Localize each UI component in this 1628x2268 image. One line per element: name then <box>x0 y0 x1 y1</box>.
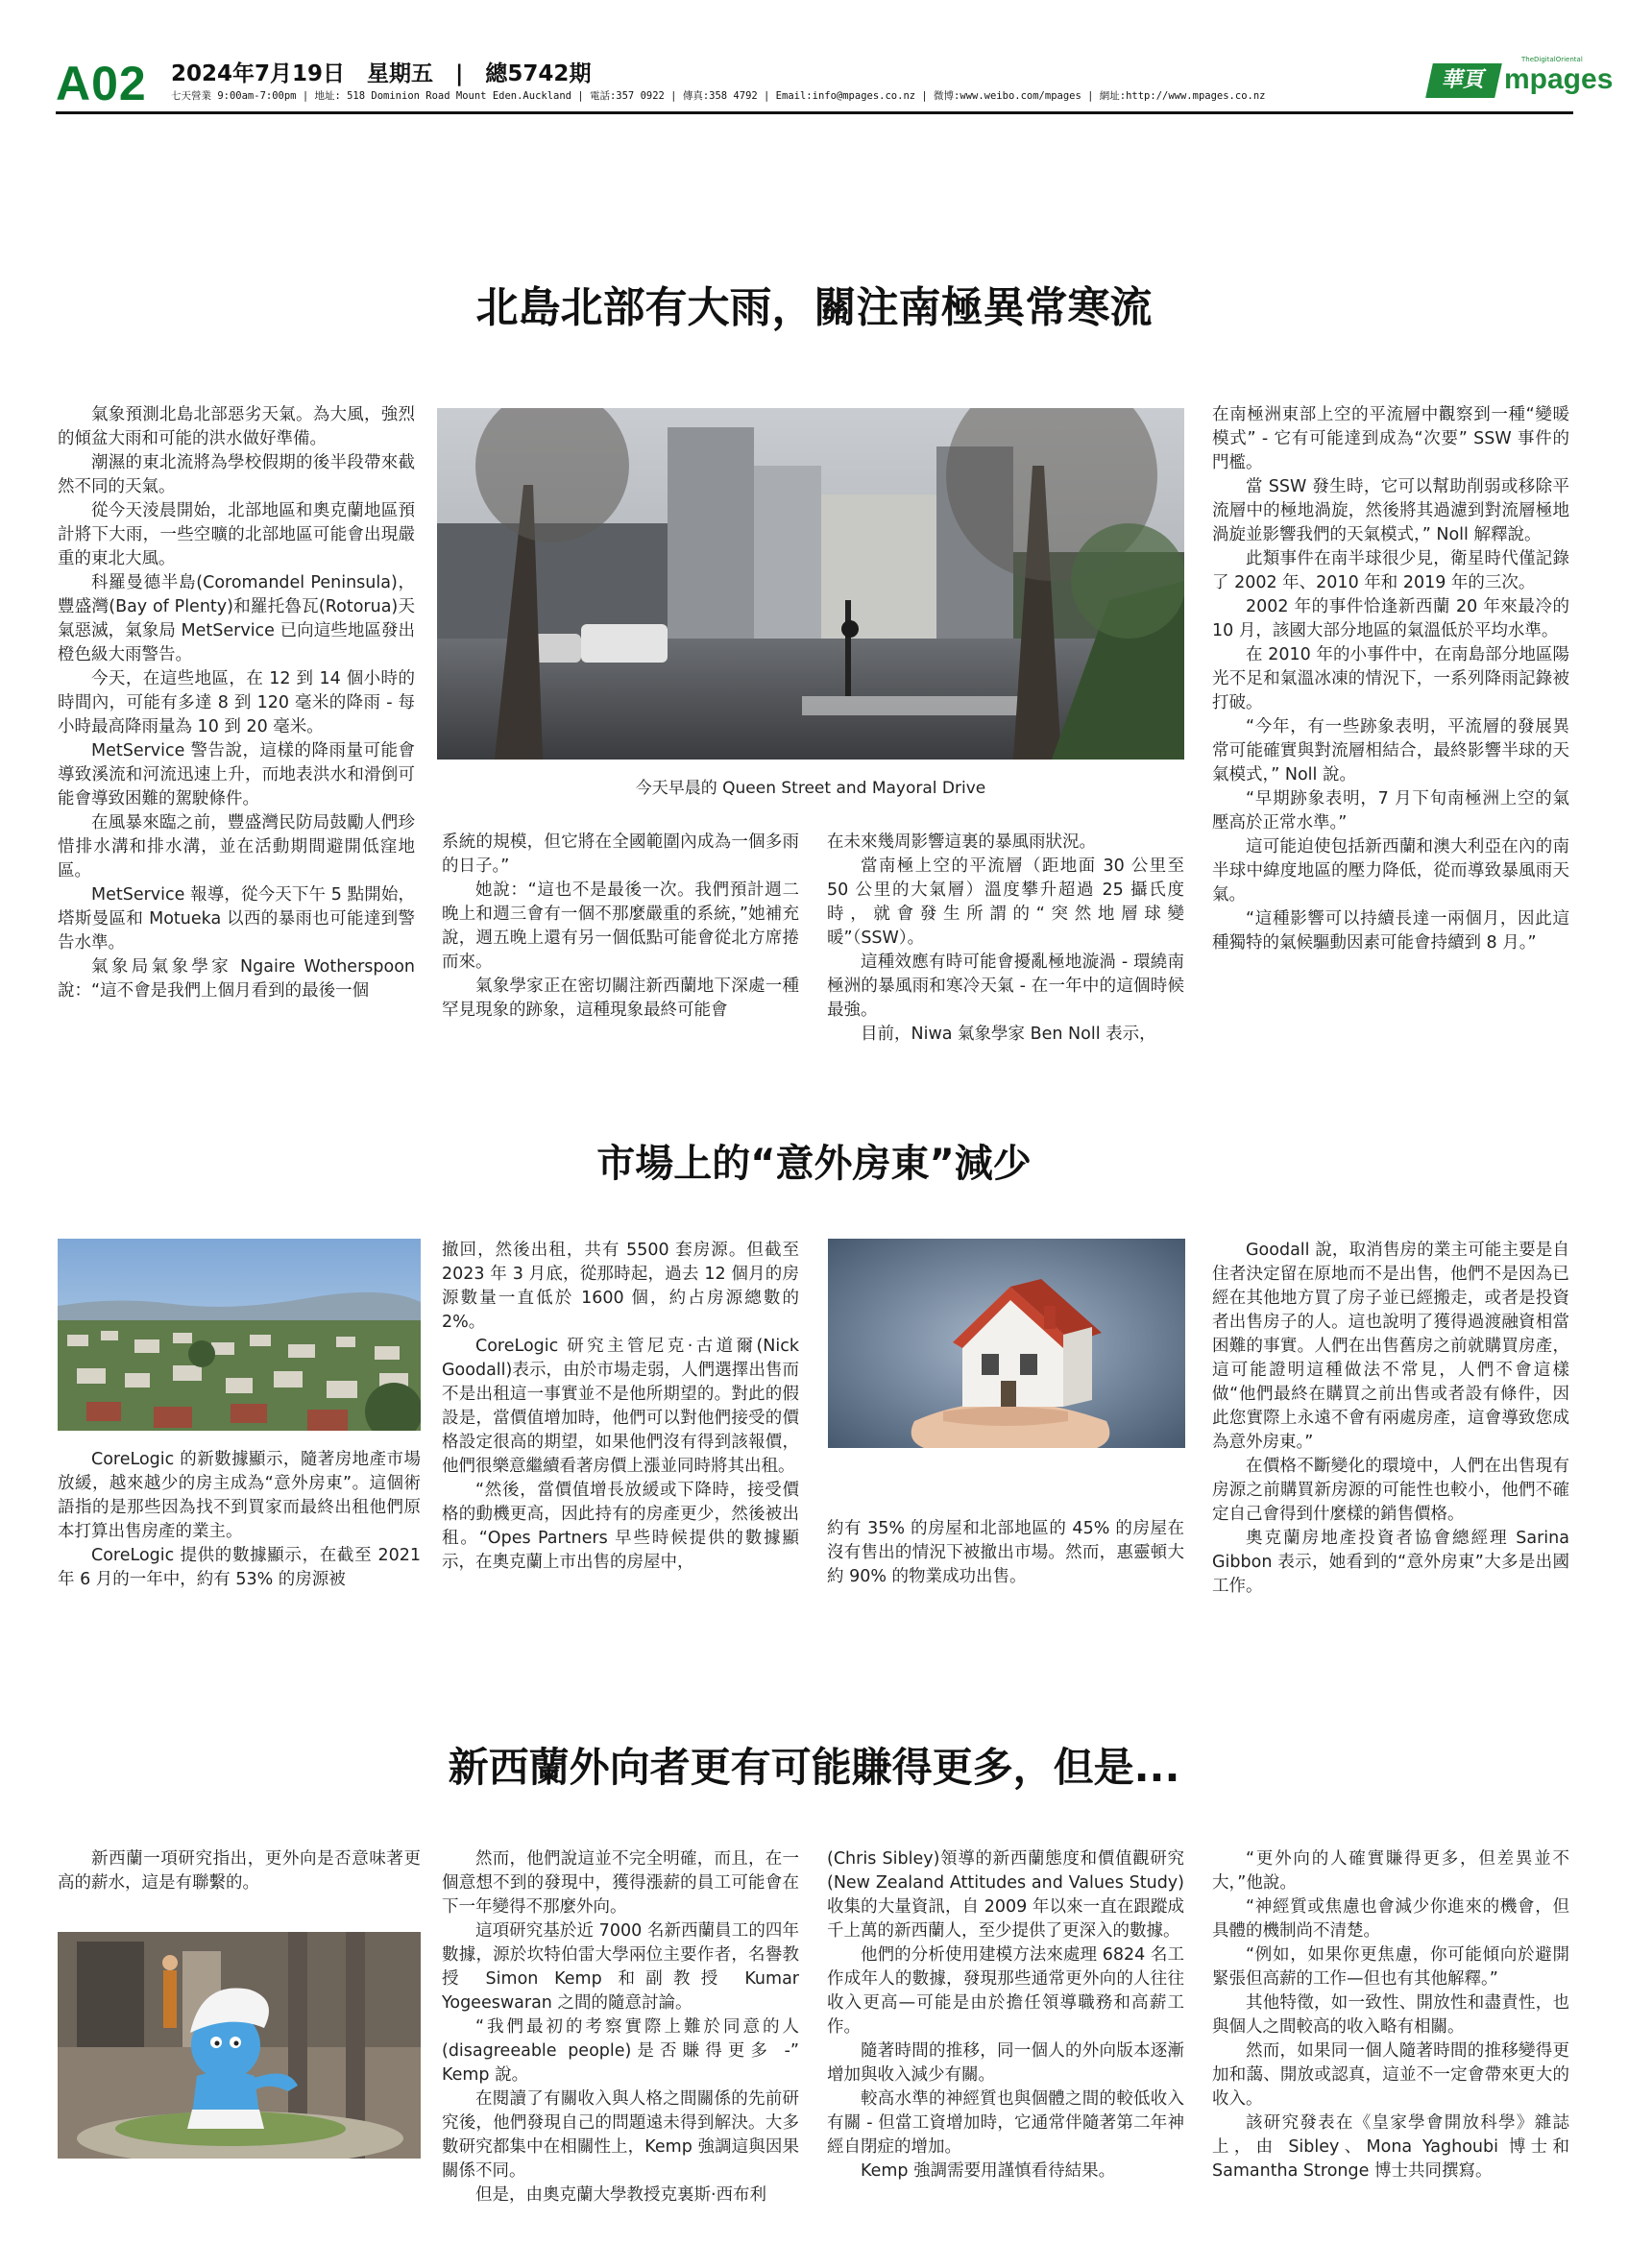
paragraph: 這項研究基於近 7000 名新西蘭員工的四年數據，源於坎特伯雷大學兩位主要作者，名譽教授 Simon Kemp 和副教授 Kumar Yogeeswaran 之間的隨意討論。 <box>442 1921 799 2013</box>
article3-col4 <box>1212 1847 1569 2184</box>
article1-col2 <box>442 831 799 1023</box>
article1-col4 <box>1212 403 1569 955</box>
house-in-hands-image <box>828 1239 1185 1448</box>
paragraph: 科羅曼德半島(Coromandel Peninsula)，豐盛灣(Bay of Plenty)和羅托魯瓦(Rotorua)天氣惡滅，氣象局 MetService 已向這些地區發出橙色級大雨警告。 <box>58 573 415 664</box>
paragraph: 其他特徵，如一致性、開放性和盡責性，也與個人之間較高的收入略有相關。 <box>1212 1993 1569 2037</box>
aerial-suburb-image <box>58 1239 421 1431</box>
logo-wordmark: mpages <box>1504 63 1614 95</box>
paragraph: 這可能迫使包括新西蘭和澳大利亞在內的南半球中緯度地區的壓力降低，從而導致暴風雨天氣。 <box>1212 837 1569 905</box>
paragraph: 氣象預測北島北部惡劣天氣。為大風，強烈的傾盆大雨和可能的洪水做好準備。 <box>58 405 415 448</box>
article2-col3 <box>827 1517 1184 1589</box>
paragraph: 在價格不斷變化的環境中，人們在出售現有房源之前購買新房源的可能性也較小，他們不確定自己會得到什麼樣的銷售價格。 <box>1212 1457 1569 1524</box>
suburb-photo <box>58 1239 421 1431</box>
paragraph: “早期跡象表明，7 月下旬南極洲上空的氣壓高於正常水準。” <box>1212 789 1569 832</box>
article3-headline: 新西蘭外向者更有可能賺得更多，但是... <box>448 1744 1180 1791</box>
paragraph: 在閱讀了有關收入與人格之間關係的先前研究後，他們發現自己的問題遠未得到解決。大多數研究都集中在相關性上，Kemp 強調這與因果關係不同。 <box>442 2089 799 2181</box>
page-number: A02 <box>56 57 147 110</box>
smurf-statue-image <box>58 1932 421 2159</box>
paragraph: 潮濕的東北流將為學校假期的後半段帶來截然不同的天氣。 <box>58 453 415 496</box>
rainy-street-image <box>437 408 1184 760</box>
smurf-photo <box>58 1932 421 2159</box>
paragraph: 隨著時間的推移，同一個人的外向版本逐漸增加與收入減少有關。 <box>827 2041 1184 2085</box>
paragraph: “神經質或焦慮也會減少你進來的機會，但具體的機制尚不清楚。 <box>1212 1897 1569 1941</box>
paragraph: Kemp 強調需要用謹慎看待結果。 <box>861 2161 1116 2181</box>
logo-mark: 華頁 <box>1425 63 1502 98</box>
paragraph: 在南極洲東部上空的平流層中觀察到一種“變暖模式” - 它有可能達到成為“次要” SSW 事件的門檻。 <box>1212 405 1569 472</box>
paragraph: 今天，在這些地區，在 12 到 14 個小時的時間內，可能有多達 8 到 120 毫米的降雨 - 每小時最高降雨量為 10 到 20 毫米。 <box>58 669 415 736</box>
article2-col2 <box>442 1239 799 1575</box>
house-hands-photo <box>828 1239 1185 1448</box>
paragraph: 在風暴來臨之前，豐盛灣民防局鼓勵人們珍惜排水溝和排水溝，並在活動期間避開低窪地區。 <box>58 813 415 881</box>
paragraph: “例如，如果你更焦慮，你可能傾向於避開緊張但高薪的工作—但也有其他解釋。” <box>1212 1945 1569 1989</box>
paragraph: 在未來幾周影響這裏的暴風雨狀況。 <box>827 832 1096 852</box>
paragraph: CoreLogic 的新數據顯示，隨著房地產市場放緩，越來越少的房主成為“意外房東”。這個術語指的是那些因為找不到買家而最終出租他們原本打算出售房產的業主。 <box>58 1450 421 1541</box>
article1-col1 <box>58 403 415 1003</box>
paragraph: 此類事件在南半球很少見，衛星時代僅記錄了 2002 年、2010 年和 2019 年的三次。 <box>1212 549 1569 592</box>
paragraph: CoreLogic 提供的數據顯示，在截至 2021 年 6 月的一年中，約有 53% 的房源被 <box>58 1546 421 1589</box>
paragraph: (Chris Sibley)領導的新西蘭態度和價值觀研究(New Zealand Attitudes and Values Study)收集的大量資訊，自 2009 年以來一直在跟蹤成千上萬的新西蘭人，至少提供了更深入的數據。 <box>827 1849 1184 1941</box>
issue-date-line: 2024年7月19日 星期五 | 總5742期 <box>171 61 592 86</box>
paragraph: 然而，他們說這並不完全明確，而且，在一個意想不到的發現中，獲得漲薪的員工可能會在下一年變得不那麼外向。 <box>442 1849 799 1917</box>
paragraph: 2002 年的事件恰逢新西蘭 20 年來最冷的 10 月，該國大部分地區的氣溫低於平均水準。 <box>1212 597 1569 640</box>
paragraph: 氣象學家正在密切關注新西蘭地下深處一種罕見現象的跡象，這種現象最終可能會 <box>442 977 799 1020</box>
article1-headline: 北島北部有大雨，關注南極異常寒流 <box>475 283 1153 332</box>
paragraph: 撤回，然後出租，共有 5500 套房源。但截至 2023 年 3 月底，從那時起，過去 12 個月的房源數量一直低於 1600 個，約占房源總數的 2%。 <box>442 1241 799 1332</box>
paragraph: 當 SSW 發生時，它可以幫助削弱或移除平流層中的極地渦旋，然後將其過濾到對流層極地渦旋並影響我們的天氣模式，” Noll 解釋說。 <box>1212 477 1569 544</box>
article3-col3 <box>827 1847 1184 2184</box>
paragraph: 約有 35% 的房屋和北部地區的 45% 的房屋在沒有售出的情況下被撤出市場。然而，惠靈頓大約 90% 的物業成功出售。 <box>827 1519 1184 1586</box>
paragraph: 較高水準的神經質也與個體之間的較低收入有關 - 但當工資增加時，它通常伴隨著第二年神經自閉症的增加。 <box>827 2089 1184 2157</box>
paragraph: MetService 報導，從今天下午 5 點開始，塔斯曼區和 Motueka 以西的暴雨也可能達到警告水準。 <box>58 885 415 953</box>
paragraph: “這種影響可以持續長達一兩個月，因此這種獨特的氣候驅動因素可能會持續到 8 月。” <box>1212 909 1569 953</box>
contact-info-line: 七天營業 9:00am-7:00pm | 地址: 518 Dominion Road Mount Eden.Auckland | 電話:357 0922 | 傳真:358 4792 | Email:info@mpages.co.nz | 微博:www.weibo.com/mpages | 網址:http://www.mpages.co.nz <box>171 90 1266 102</box>
paragraph: “然後，當價值增長放緩或下降時，接受價格的動機更高，因此持有的房產更少，然後被出租。“Opes Partners 早些時候提供的數據顯示，在奧克蘭上市出售的房屋中， <box>442 1481 799 1572</box>
article2-col4 <box>1212 1239 1569 1599</box>
paragraph: 新西蘭一項研究指出，更外向是否意味著更高的薪水，這是有聯繫的。 <box>58 1849 421 1893</box>
paragraph: “我們最初的考察實際上難於同意的人(disagreeable people)是否賺得更多 -” Kemp 說。 <box>442 2017 799 2085</box>
paragraph: Goodall 說，取消售房的業主可能主要是自住者決定留在原地而不是出售，他們不是因為已經在其他地方買了房子並已經搬走，或者是投資者出售房子的人。這也說明了獲得過渡融資相當困難的事實。人們在出售舊房之前就購買房產，這可能證明這種做法不常見，人們不會這樣做“他們最終在購買之前出售或者設有條件，因此您實際上永遠不會有兩處房產，這會導致您成為意外房東。” <box>1212 1241 1569 1452</box>
paragraph: 這種效應有時可能會擾亂極地漩渦 - 環繞南極洲的暴風雨和寒冷天氣 - 在一年中的這個時候最強。 <box>827 953 1184 1020</box>
article2-col1 <box>58 1448 421 1592</box>
paragraph: 當南極上空的平流層（距地面 30 公里至 50 公里的大氣層）溫度攀升超過 25 攝氏度時，就會發生所謂的“突然地層球變暖”（SSW）。 <box>827 857 1184 948</box>
paragraph: 系統的規模，但它將在全國範圍內成為一個多雨的日子。” <box>442 832 799 876</box>
logo-tagline: TheDigitalOriental <box>1521 56 1583 63</box>
paragraph: “今年，有一些跡象表明，平流層的發展異常可能確實與對流層相結合，最終影響半球的天氣模式，” Noll 說。 <box>1212 717 1569 784</box>
article3-col2 <box>442 1847 799 2208</box>
street-photo-caption: 今天早晨的 Queen Street and Mayoral Drive <box>635 779 986 798</box>
paragraph: 奧克蘭房地產投資者協會總經理 Sarina Gibbon 表示，她看到的“意外房東”大多是出國工作。 <box>1212 1529 1569 1596</box>
article3-col1 <box>58 1847 421 1895</box>
masthead <box>56 54 1614 113</box>
paragraph: 他們的分析使用建模方法來處理 6824 名工作成年人的數據，發現那些通常更外向的人往往收入更高—可能是由於擔任領導職務和高薪工作。 <box>827 1945 1184 2037</box>
paragraph: 然而，如果同一個人隨著時間的推移變得更加和藹、開放或認真，這並不一定會帶來更大的收入。 <box>1212 2041 1569 2109</box>
article2-headline: 市場上的“意外房東”減少 <box>596 1142 1032 1186</box>
paragraph: 從今天淩晨開始，北部地區和奧克蘭地區預計將下大雨，一些空曠的北部地區可能會出現嚴重的東北大風。 <box>58 501 415 568</box>
paragraph: 該研究發表在《皇家學會開放科學》雜誌上，由 Sibley、Mona Yaghoubi 博士和 Samantha Stronge 博士共同撰寫。 <box>1212 2113 1569 2181</box>
paragraph: 但是，由奧克蘭大學教授克裏斯·西布利 <box>475 2185 767 2205</box>
masthead-rule <box>56 111 1573 114</box>
paragraph: 她說：“這也不是最後一次。我們預計週二晚上和週三會有一個不那麼嚴重的系統，”她補充說，週五晚上還有另一個低點可能會從北方席捲而來。 <box>442 881 799 972</box>
paragraph: 氣象局氣象學家 Ngaire Wotherspoon 說：“這不會是我們上個月看到的最後一個 <box>58 957 415 1001</box>
paragraph: MetService 警告說，這樣的降雨量可能會導致溪流和河流迅速上升，而地表洪水和滑倒可能會導致困難的駕駛條件。 <box>58 741 415 808</box>
paragraph: 目前，Niwa 氣象學家 Ben Noll 表示， <box>861 1025 1156 1044</box>
paragraph: CoreLogic 研究主管尼克·古道爾(Nick Goodall)表示，由於市場走弱，人們選擇出售而不是出租這一事實並不是他所期望的。對此的假設是，當價值增加時，他們可以對他們接受的價格設定很高的期望，如果他們沒有得到該報價，他們很樂意繼續看著房價上漲並同時將其出租。 <box>442 1337 799 1476</box>
paragraph: “更外向的人確實賺得更多，但差異並不大，”他說。 <box>1212 1849 1569 1893</box>
street-photo <box>437 408 1184 760</box>
paragraph: 在 2010 年的小事件中，在南島部分地區陽光不足和氣溫冰凍的情況下，一系列降雨記錄被打破。 <box>1212 645 1569 712</box>
mpages-logo <box>1429 56 1614 100</box>
article1-col3 <box>827 831 1184 1047</box>
